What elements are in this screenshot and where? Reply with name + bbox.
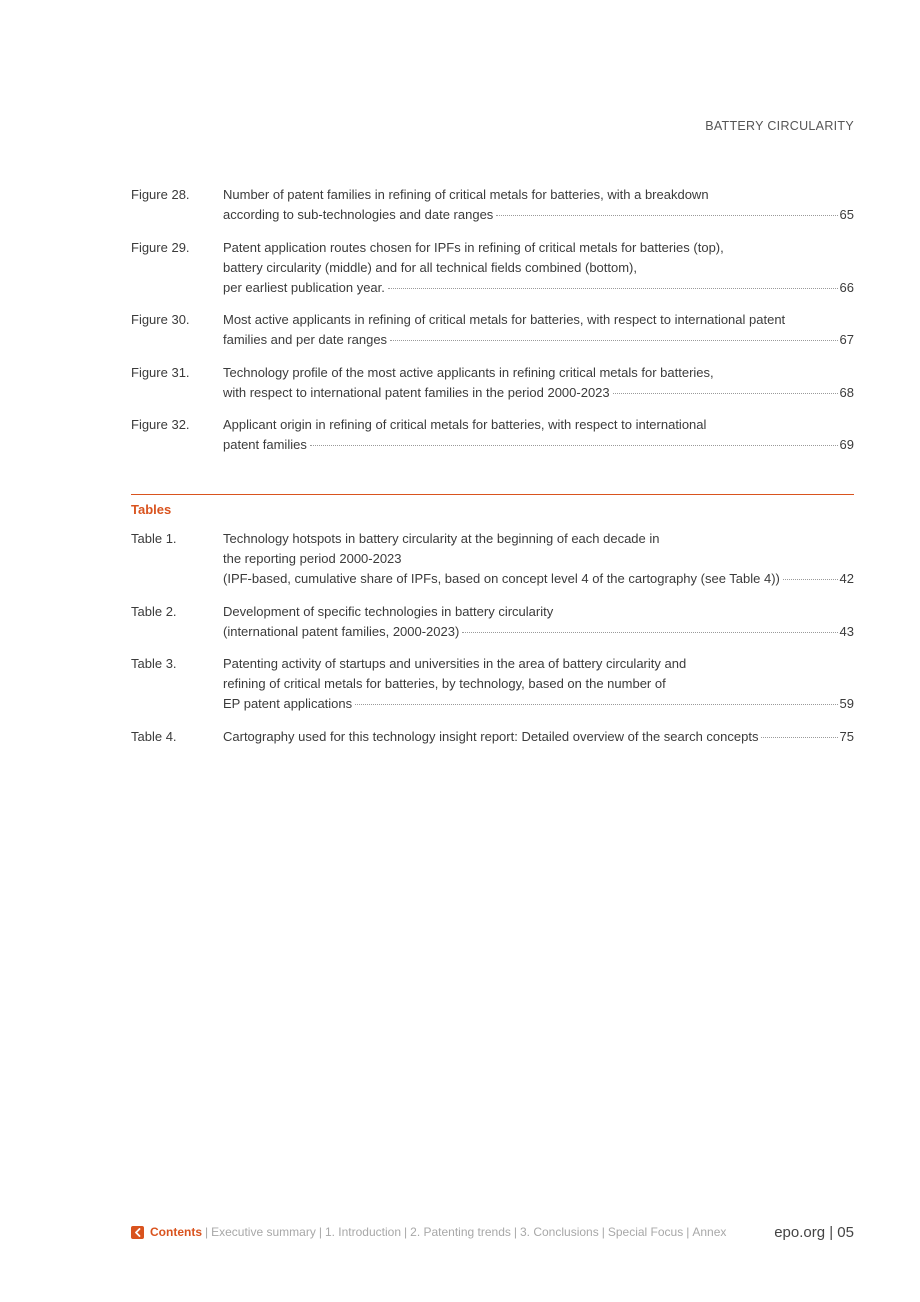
toc-entry-title — [223, 310, 854, 350]
toc-entry-label: Figure 32. — [131, 417, 190, 432]
chevron-left-icon[interactable] — [131, 1226, 144, 1239]
toc-entry-title-line: according to sub-technologies and date ranges — [223, 207, 494, 222]
toc-entry-title-line: Technology profile of the most active applicants in refining critical metals for batteries, — [223, 364, 714, 380]
toc-entry-table-4[interactable] — [131, 727, 854, 747]
toc-entry-title-line: (international patent families, 2000-2023) — [223, 623, 460, 639]
dot-leader — [355, 704, 837, 705]
toc-entry-title-line: Most active applicants in refining of critical metals for batteries, with respect to international patent — [223, 312, 786, 327]
toc-page-number[interactable]: 66 — [839, 279, 854, 295]
footer-link-3-conclusions[interactable]: 3. Conclusions — [520, 1225, 599, 1239]
toc-entry-title — [223, 529, 854, 589]
toc-entry-title-line: Development of specific technologies in battery circularity — [223, 603, 554, 619]
toc-entry-final-line — [223, 694, 854, 714]
toc-entry-title-line: Cartography used for this technology insight report: Detailed overview of the search concepts — [223, 728, 759, 744]
toc-entry-title-line: families and per date ranges — [223, 332, 388, 347]
dot-leader — [390, 340, 837, 341]
toc-entry-title-line: EP patent applications — [223, 696, 353, 711]
toc-page-number[interactable]: 67 — [839, 332, 854, 347]
toc-entry-title — [223, 185, 854, 225]
footer-link-2-patenting-trends[interactable]: 2. Patenting trends — [410, 1225, 511, 1239]
tables-section — [131, 494, 854, 759]
toc-entry-final-line — [223, 205, 854, 225]
toc-entry-title — [223, 602, 854, 642]
dot-leader — [388, 288, 838, 289]
page-number: epo.org | 05 — [774, 1223, 854, 1241]
toc-entry-final-line — [223, 727, 854, 747]
footer-link-1-introduction[interactable]: 1. Introduction — [324, 1225, 402, 1239]
toc-entry-title-line: Applicant origin in refining of critical metals for batteries, with respect to international — [223, 417, 707, 432]
toc-entry-label: Table 4. — [131, 728, 177, 744]
toc-entry-title-line: Technology hotspots in battery circularity at the beginning of each decade in — [223, 531, 660, 546]
toc-entry-title — [223, 415, 854, 455]
toc-entry-title-line: the reporting period 2000-2023 — [223, 551, 402, 566]
footer-separator: | — [404, 1225, 408, 1239]
toc-page-number[interactable]: 68 — [839, 384, 854, 400]
toc-page-number[interactable]: 69 — [839, 437, 854, 452]
footer-links — [202, 1225, 726, 1239]
toc-entry-label: Figure 31. — [131, 364, 190, 380]
toc-entry-title — [223, 727, 854, 747]
toc-entry-table-2[interactable] — [131, 602, 854, 642]
footer-separator: | — [601, 1225, 605, 1239]
toc-entry-title-line: patent families — [223, 437, 307, 452]
footer-link-executive-summary[interactable]: Executive summary — [211, 1225, 316, 1239]
toc-entry-title-line: refining of critical metals for batteries, by technology, based on the number of — [223, 676, 666, 691]
footer-navigation — [131, 1222, 854, 1242]
footer-separator: | — [318, 1225, 322, 1239]
toc-page-number[interactable]: 75 — [839, 728, 854, 744]
toc-entry-title-line: (IPF-based, cumulative share of IPFs, based on concept level 4 of the cartography (see Table 4)) — [223, 571, 780, 586]
toc-entry-final-line — [223, 435, 854, 455]
toc-entry-title — [223, 363, 854, 403]
toc-entry-title-line: Patenting activity of startups and universities in the area of battery circularity and — [223, 656, 687, 671]
footer-separator: | — [686, 1225, 690, 1239]
footer-separator: | — [205, 1225, 209, 1239]
tables-list — [131, 529, 854, 747]
toc-entry-figure-32[interactable] — [131, 415, 854, 455]
toc-page-number[interactable]: 42 — [839, 571, 854, 586]
toc-entry-title-line: Number of patent families in refining of critical metals for batteries, with a breakdown — [223, 187, 709, 202]
toc-entry-figure-28[interactable] — [131, 185, 854, 225]
toc-entry-final-line — [223, 278, 854, 298]
footer-link-annex[interactable]: Annex — [692, 1225, 727, 1239]
toc-entry-label: Table 3. — [131, 656, 177, 671]
dot-leader — [761, 737, 837, 738]
dot-leader — [496, 215, 837, 216]
footer-link-special-focus[interactable]: Special Focus — [607, 1225, 684, 1239]
toc-entry-title-line: Patent application routes chosen for IPFs in refining of critical metals for batteries (top), — [223, 239, 724, 255]
toc-entry-final-line — [223, 330, 854, 350]
toc-entry-final-line — [223, 622, 854, 642]
toc-entry-label: Figure 28. — [131, 187, 190, 202]
toc-entry-table-1[interactable] — [131, 529, 854, 589]
toc-entry-final-line — [223, 383, 854, 403]
running-header: BATTERY CIRCULARITY — [705, 119, 854, 133]
toc-entry-label: Table 1. — [131, 531, 177, 546]
footer-link-contents[interactable]: Contents — [150, 1225, 202, 1239]
toc-page-number[interactable]: 59 — [839, 696, 854, 711]
toc-entry-table-3[interactable] — [131, 654, 854, 714]
toc-entry-title-line: battery circularity (middle) and for all technical fields combined (bottom), — [223, 259, 638, 275]
toc-entry-figure-29[interactable] — [131, 238, 854, 298]
toc-page-number[interactable]: 43 — [839, 623, 854, 639]
tables-heading: Tables — [131, 502, 172, 517]
footer-separator: | — [513, 1225, 517, 1239]
toc-entry-label: Figure 30. — [131, 312, 190, 327]
dot-leader — [462, 632, 837, 633]
dot-leader — [310, 445, 838, 446]
toc-entry-title-line: per earliest publication year. — [223, 279, 385, 295]
toc-page-number[interactable]: 65 — [839, 207, 854, 222]
toc-entry-figure-30[interactable] — [131, 310, 854, 350]
toc-entry-label: Figure 29. — [131, 239, 190, 255]
toc-entry-title — [223, 654, 854, 714]
toc-entry-final-line — [223, 569, 854, 589]
toc-entry-title-line: with respect to international patent families in the period 2000-2023 — [223, 384, 610, 400]
dot-leader — [783, 579, 838, 580]
figures-list — [131, 185, 854, 468]
dot-leader — [613, 393, 838, 394]
toc-entry-label: Table 2. — [131, 603, 177, 619]
toc-entry-figure-31[interactable] — [131, 363, 854, 403]
toc-entry-title — [223, 238, 854, 298]
section-divider — [131, 494, 854, 495]
